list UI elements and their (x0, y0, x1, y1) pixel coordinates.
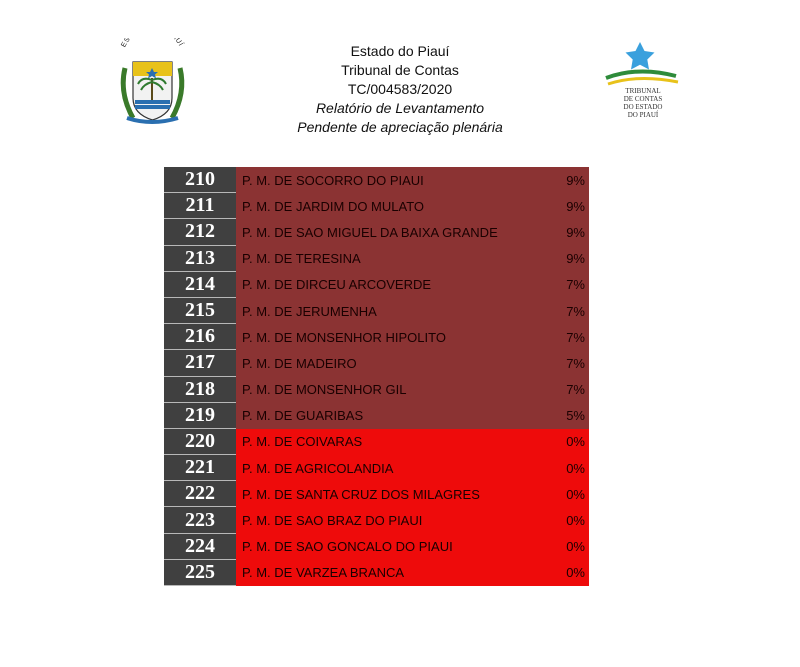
percentage-value: 0% (566, 539, 585, 555)
ranking-table (164, 167, 589, 586)
document-header (0, 0, 800, 160)
row-number: 219 (164, 403, 236, 429)
municipality-name: P. M. DE MONSENHOR HIPOLITO (242, 329, 446, 345)
municipality-name: P. M. DE VARZEA BRANCA (242, 565, 405, 581)
municipality-name: P. M. DE AGRICOLANDIA (242, 460, 394, 476)
percentage-value: 0% (566, 513, 585, 529)
table-row (164, 246, 589, 272)
row-cell (236, 350, 589, 376)
percentage-value: 9% (566, 172, 585, 188)
row-number: 214 (164, 272, 236, 298)
row-cell (236, 324, 589, 350)
header-text-block (250, 42, 550, 137)
row-number: 222 (164, 481, 236, 507)
row-cell (236, 193, 589, 219)
header-report-type: Relatório de Levantamento (315, 100, 485, 116)
row-number: 213 (164, 246, 236, 272)
municipality-name: P. M. DE SANTA CRUZ DOS MILAGRES (242, 486, 480, 502)
row-number: 223 (164, 507, 236, 533)
percentage-value: 7% (566, 303, 585, 319)
table-row (164, 324, 589, 350)
row-number: 210 (164, 167, 236, 193)
table-row (164, 377, 589, 403)
table-row (164, 534, 589, 560)
percentage-value: 0% (566, 460, 585, 476)
seal-caption: ES UÍ (120, 38, 185, 49)
municipality-name: P. M. DE MADEIRO (242, 355, 357, 371)
row-number: 211 (164, 193, 236, 219)
municipality-name: P. M. DE JARDIM DO MULATO (242, 198, 425, 214)
row-number: 212 (164, 219, 236, 245)
row-number: 216 (164, 324, 236, 350)
table-row (164, 507, 589, 533)
logo-text-4: DO PIAUÍ (627, 111, 659, 119)
percentage-value: 7% (566, 355, 585, 371)
municipality-name: P. M. DE GUARIBAS (242, 408, 364, 424)
percentage-value: 0% (566, 434, 585, 450)
star-icon (626, 42, 655, 70)
row-cell (236, 298, 589, 324)
municipality-name: P. M. DE SAO GONCALO DO PIAUI (242, 539, 453, 555)
table-row (164, 219, 589, 245)
table-row (164, 167, 589, 193)
table-row (164, 193, 589, 219)
municipality-name: P. M. DE SAO MIGUEL DA BAIXA GRANDE (242, 224, 498, 240)
row-cell (236, 560, 589, 586)
row-cell (236, 272, 589, 298)
row-cell (236, 534, 589, 560)
row-cell (236, 429, 589, 455)
table-row (164, 350, 589, 376)
municipality-name: P. M. DE JERUMENHA (242, 303, 377, 319)
municipality-name: P. M. DE COIVARAS (242, 434, 363, 450)
logo-text-2: DE CONTAS (623, 95, 663, 103)
percentage-value: 5% (566, 408, 585, 424)
row-cell (236, 167, 589, 193)
percentage-value: 0% (566, 565, 585, 581)
row-number: 225 (164, 560, 236, 586)
court-logo (598, 40, 688, 125)
percentage-value: 9% (566, 224, 585, 240)
row-cell (236, 219, 589, 245)
percentage-value: 9% (566, 198, 585, 214)
header-court: Tribunal de Contas (341, 62, 459, 78)
row-number: 221 (164, 455, 236, 481)
row-number: 220 (164, 429, 236, 455)
municipality-name: P. M. DE SOCORRO DO PIAUI (242, 172, 424, 188)
logo-text-1: TRIBUNAL (625, 87, 661, 95)
percentage-value: 7% (566, 329, 585, 345)
header-process-number: TC/004583/2020 (347, 81, 453, 97)
table-row (164, 403, 589, 429)
row-cell (236, 246, 589, 272)
row-cell (236, 481, 589, 507)
table-row (164, 455, 589, 481)
table-row (164, 272, 589, 298)
table-row (164, 560, 589, 586)
logo-text-3: DO ESTADO (623, 103, 663, 111)
municipality-name: P. M. DE MONSENHOR GIL (242, 382, 407, 398)
table-row (164, 298, 589, 324)
percentage-value: 9% (566, 251, 585, 267)
percentage-value: 7% (566, 277, 585, 293)
percentage-value: 7% (566, 382, 585, 398)
state-seal (115, 38, 190, 128)
row-number: 218 (164, 377, 236, 403)
svg-text:ESTADO DO PIAUÍ (120, 38, 185, 49)
table-row (164, 429, 589, 455)
header-status: Pendente de apreciação plenária (297, 119, 503, 135)
row-cell (236, 507, 589, 533)
row-number: 217 (164, 350, 236, 376)
row-cell (236, 403, 589, 429)
header-state: Estado do Piauí (350, 43, 450, 59)
percentage-value: 0% (566, 486, 585, 502)
municipality-name: P. M. DE DIRCEU ARCOVERDE (242, 277, 432, 293)
row-cell (236, 455, 589, 481)
municipality-name: P. M. DE SAO BRAZ DO PIAUI (242, 513, 423, 529)
table-row (164, 481, 589, 507)
row-number: 224 (164, 534, 236, 560)
municipality-name: P. M. DE TERESINA (242, 251, 361, 267)
row-cell (236, 377, 589, 403)
row-number: 215 (164, 298, 236, 324)
